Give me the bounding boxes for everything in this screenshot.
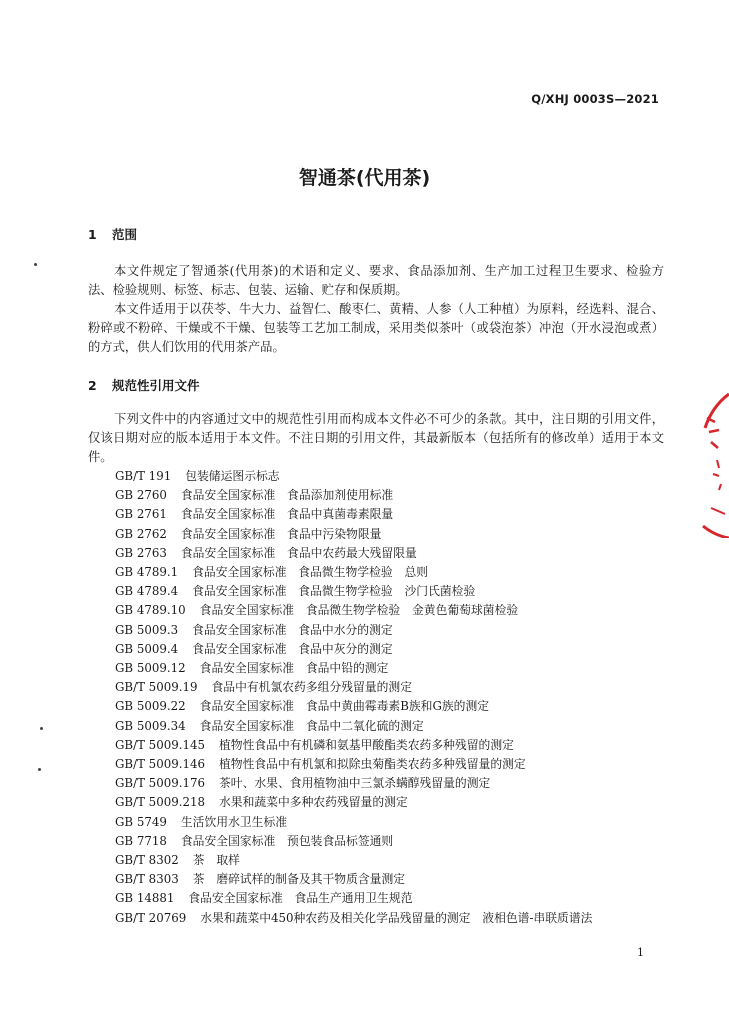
reference-item <box>115 467 675 486</box>
reference-title: 食品安全国家标准 食品中灰分的测定 <box>192 641 393 656</box>
reference-title: 生活饮用水卫生标准 <box>180 814 288 829</box>
reference-code: GB 2761 <box>115 507 167 522</box>
official-seal-fragment <box>697 388 729 538</box>
reference-item <box>115 793 675 812</box>
reference-item <box>115 851 675 870</box>
seal-ring-top <box>705 394 729 428</box>
paragraph: 下列文件中的内容通过文中的规范性引用而构成本文件必不可少的条款。其中，注日期的引用文件，仅该日期对应的版本适用于本文件。不注日期的引用文件，其最新版本（包括所有的修改单）适用于本文件。 <box>88 412 664 464</box>
section-1-body <box>88 262 664 357</box>
section-1-heading <box>88 225 137 243</box>
paragraph: 本文件适用于以茯苓、牛大力、益智仁、酸枣仁、黄精、人参（人工种植）为原料，经选料、混合、粉碎或不粉碎、干燥或不干燥、包装等工艺加工制成，采用类似茶叶（或袋泡茶）冲泡（开水浸泡或煮）的方式，供人们饮用的代用茶产品。 <box>88 302 664 354</box>
reference-item <box>115 621 675 640</box>
reference-item <box>115 736 675 755</box>
section-title: 范围 <box>112 227 138 242</box>
reference-title: 茶 磨碎试样的制备及其干物质含量测定 <box>192 872 406 887</box>
section-number: 1 <box>88 227 97 242</box>
reference-title: 食品安全国家标准 食品中二氧化硫的测定 <box>199 718 424 733</box>
reference-title: 植物性食品中有机磷和氨基甲酸酯类农药多种残留的测定 <box>218 737 514 752</box>
reference-code: GB 4789.10 <box>115 603 186 618</box>
reference-code: GB/T 5009.218 <box>115 795 205 810</box>
reference-list <box>115 467 675 928</box>
reference-code: GB/T 191 <box>115 469 172 483</box>
reference-title: 食品安全国家标准 食品微生物学检验 沙门氏菌检验 <box>192 584 476 599</box>
reference-item <box>115 755 675 774</box>
reference-item <box>115 678 675 697</box>
reference-title: 食品安全国家标准 食品添加剂使用标准 <box>180 488 394 503</box>
reference-code: GB 5009.12 <box>115 661 186 676</box>
reference-code: GB 2762 <box>115 526 167 541</box>
reference-code: GB 5009.34 <box>115 718 186 733</box>
reference-title: 食品安全国家标准 食品生产通用卫生规范 <box>188 891 413 906</box>
seal-glyph-strokes <box>713 460 721 490</box>
reference-item <box>115 832 675 851</box>
reference-code: GB 5009.3 <box>115 622 179 637</box>
reference-title: 食品安全国家标准 食品中污染物限量 <box>180 526 382 541</box>
reference-code: GB/T 8303 <box>115 872 179 887</box>
reference-code: GB 5009.4 <box>115 641 179 656</box>
reference-title: 食品安全国家标准 食品微生物学检验 总则 <box>192 565 429 580</box>
reference-code: GB 4789.1 <box>115 565 179 580</box>
reference-code: GB/T 20769 <box>115 910 187 925</box>
reference-item <box>115 544 675 563</box>
reference-title: 植物性食品中有机氯和拟除虫菊酯类农药多种残留量的测定 <box>218 757 526 772</box>
reference-code: GB 5749 <box>115 814 167 829</box>
reference-item <box>115 909 675 928</box>
reference-title: 食品安全国家标准 食品微生物学检验 金黄色葡萄球菌检验 <box>199 603 519 618</box>
reference-item <box>115 659 675 678</box>
reference-title: 食品安全国家标准 食品中黄曲霉毒素B族和G族的测定 <box>199 699 490 714</box>
reference-title: 茶叶、水果、食用植物油中三氯杀螨醇残留量的测定 <box>218 776 491 791</box>
reference-code: GB 5009.22 <box>115 699 186 714</box>
page-number: 1 <box>637 946 644 959</box>
reference-code: GB 2763 <box>115 545 167 560</box>
scan-speck <box>38 768 41 771</box>
reference-code: GB 14881 <box>115 891 175 906</box>
section-2-heading <box>88 376 200 394</box>
reference-code: GB 7718 <box>115 833 167 848</box>
reference-title: 包装储运图示标志 <box>185 469 280 483</box>
seal-glyph-strokes <box>707 418 719 448</box>
document-title: 智通茶(代用茶) <box>298 167 431 189</box>
reference-title: 水果和蔬菜中多种农药残留量的测定 <box>218 795 408 810</box>
reference-code: GB/T 5009.19 <box>115 680 198 695</box>
reference-code: GB/T 8302 <box>115 853 179 868</box>
reference-code: GB/T 5009.145 <box>115 737 205 752</box>
scan-speck <box>40 727 43 730</box>
scan-speck <box>34 263 37 266</box>
reference-item <box>115 505 675 524</box>
section-number: 2 <box>88 378 97 393</box>
reference-title: 食品安全国家标准 食品中真菌毒素限量 <box>180 507 394 522</box>
reference-item <box>115 601 675 620</box>
reference-item <box>115 640 675 659</box>
reference-title: 食品中有机氯农药多组分残留量的测定 <box>211 680 413 695</box>
reference-title: 食品安全国家标准 食品中农药最大残留限量 <box>180 545 417 560</box>
reference-item <box>115 697 675 716</box>
reference-item <box>115 582 675 601</box>
reference-title: 食品安全国家标准 预包装食品标签通则 <box>180 833 394 848</box>
reference-code: GB/T 5009.176 <box>115 776 205 791</box>
reference-item <box>115 525 675 544</box>
seal-ring-bottom <box>703 526 729 538</box>
paragraph: 本文件规定了智通茶(代用茶)的术语和定义、要求、食品添加剂、生产加工过程卫生要求、检验方法、检验规则、标签、标志、包装、运输、贮存和保质期。 <box>88 264 664 297</box>
standard-code: Q/XHJ 0003S—2021 <box>531 92 659 106</box>
reference-item <box>115 774 675 793</box>
reference-item <box>115 813 675 832</box>
reference-code: GB 2760 <box>115 488 167 503</box>
reference-title: 茶 取样 <box>192 853 240 868</box>
seal-glyph-strokes <box>711 508 725 514</box>
section-title: 规范性引用文件 <box>112 378 200 393</box>
reference-item <box>115 717 675 736</box>
reference-item <box>115 870 675 889</box>
reference-title: 食品安全国家标准 食品中水分的测定 <box>192 622 393 637</box>
reference-item <box>115 889 675 908</box>
reference-title: 水果和蔬菜中450种农药及相关化学品残留量的测定 液相色谱-串联质谱法 <box>200 910 593 925</box>
section-2-body <box>88 410 664 467</box>
reference-item <box>115 563 675 582</box>
reference-title: 食品安全国家标准 食品中铅的测定 <box>199 661 389 676</box>
reference-code: GB/T 5009.146 <box>115 757 205 772</box>
reference-code: GB 4789.4 <box>115 584 179 599</box>
reference-item <box>115 486 675 505</box>
